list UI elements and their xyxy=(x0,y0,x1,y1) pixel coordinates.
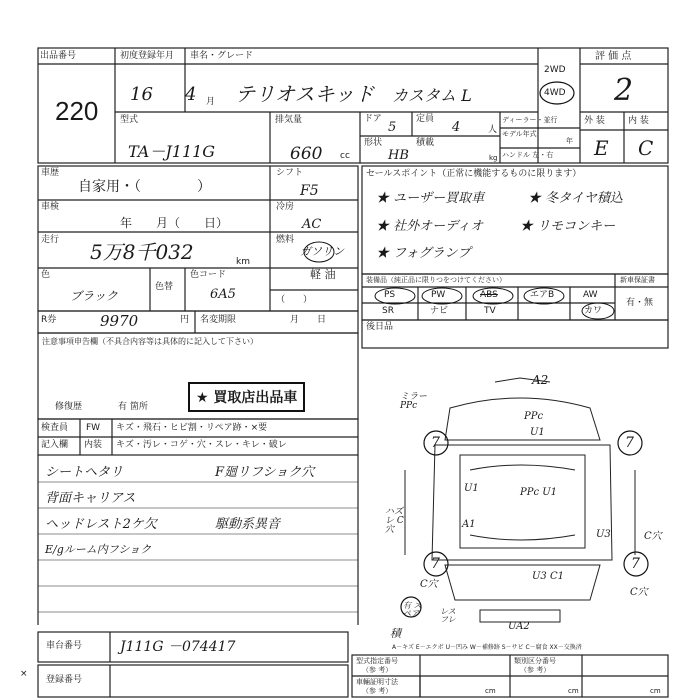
interior-label: 内 装 xyxy=(628,116,649,126)
reg-month-unit: 月 xyxy=(206,97,216,107)
fw-label: FW xyxy=(86,423,101,433)
color-code: 6A5 xyxy=(210,287,236,302)
name-change-label: 名変期限 xyxy=(200,315,237,325)
diagram-mark: C穴 xyxy=(630,587,648,598)
drive-2wd: 2WD xyxy=(544,65,566,75)
sales-point-item: ★ フォグランプ xyxy=(376,246,471,261)
legend-exterior: キズ・飛石・ヒビ割・リペア跡・×要 xyxy=(116,423,268,433)
diagram-mark: C穴 xyxy=(420,579,438,590)
mileage-label: 走行 xyxy=(41,235,60,245)
after-items-label: 後日品 xyxy=(366,322,394,332)
diagram-mark: U3 xyxy=(596,529,611,540)
history: 自家用・（ ） xyxy=(78,179,211,195)
record-label: 記入欄 xyxy=(41,440,69,450)
lot-label: 出品番号 xyxy=(40,51,77,61)
mileage: 5万8千032 xyxy=(90,240,194,264)
history-label: 車歴 xyxy=(41,168,60,178)
displacement: 660 xyxy=(290,144,323,164)
diagram-mark: 7 xyxy=(625,435,634,451)
equip-aw: AW xyxy=(583,290,598,300)
car-diagram xyxy=(405,378,635,622)
fuel-paren: （ ） xyxy=(276,295,313,305)
sales-point-item: ★ 社外オーディオ xyxy=(376,219,484,234)
diagram-mark: レスフレ xyxy=(440,607,456,624)
shape: HB xyxy=(388,148,409,163)
model-year-label: モデル年式 xyxy=(502,130,537,138)
recycle-unit: 円 xyxy=(180,315,190,325)
diagram-mark: PPc U1 xyxy=(520,487,558,498)
inspector-label: 検査員 xyxy=(41,423,69,433)
diagram-mark: A1 xyxy=(462,519,476,530)
repair-history-label: 修復歴 xyxy=(55,402,83,412)
note-line: 背面キャリアス xyxy=(45,491,136,506)
buyer-stamp: ★ 買取店出品車 xyxy=(188,382,305,412)
diagram-mark: U3 C1 xyxy=(532,571,564,582)
diagram-mark: C穴 xyxy=(644,531,662,542)
note-line: シートヘタリ xyxy=(45,465,124,480)
model-designation-sub: （参 考） xyxy=(362,666,393,674)
reg-number-label: 登録番号 xyxy=(46,675,83,685)
disp-label: 排気量 xyxy=(275,115,303,125)
ac-label: 冷房 xyxy=(276,202,295,212)
equip-leather: カワ xyxy=(584,306,603,316)
sales-point-item: ★ リモコンキー xyxy=(520,219,616,234)
fuel-alt: 軽 油 xyxy=(310,268,336,281)
capacity: 4 xyxy=(452,120,461,135)
ac: AC xyxy=(302,217,322,232)
diagram-mark: U1 xyxy=(464,483,479,494)
cm-unit: cm xyxy=(485,687,496,695)
drive-4wd: 4WD xyxy=(544,88,566,98)
car-name: テリオスキッド xyxy=(235,82,375,106)
color-code-label: 色コード xyxy=(190,270,227,280)
mileage-unit: km xyxy=(236,257,250,267)
sales-point-item: ★ ユーザー買取車 xyxy=(376,191,485,206)
cm-unit: cm xyxy=(650,687,661,695)
fuel-label: 燃料 xyxy=(276,235,295,245)
warranty: 有・無 xyxy=(626,298,654,308)
shift: F5 xyxy=(300,183,319,199)
inspection-label: 車検 xyxy=(41,202,60,212)
diagram-mark: ミラーPPc xyxy=(400,392,428,411)
declaration-label: 注意事項申告欄（不具合内容等は具体的に記入して下さい） xyxy=(42,337,258,346)
color-change-label: 色替 xyxy=(155,282,174,292)
load-unit: kg xyxy=(489,154,498,162)
load-label: 積載 xyxy=(416,138,435,148)
door-label: ドア xyxy=(364,114,382,124)
damage-legend: A－キズ E－エクボ U－凹み W－補修跡 S－サビ C－腐食 XX－交換済 xyxy=(392,644,582,651)
legend-interior: キズ・汚レ・コゲ・穴・スレ・キレ・破レ xyxy=(116,440,287,450)
equip-airbag: エアB xyxy=(530,290,555,300)
diagram-mark: UA2 xyxy=(508,621,530,632)
first-reg-label: 初度登録年月 xyxy=(120,51,175,61)
sales-point-item: ★ 冬タイヤ積込 xyxy=(528,191,623,206)
model-label: 型式 xyxy=(120,115,139,125)
interior-row-label: 内装 xyxy=(84,440,103,450)
exterior-label: 外 装 xyxy=(584,116,605,126)
color-label: 色 xyxy=(41,270,51,280)
color: ブラック xyxy=(70,289,118,303)
shape-label: 形状 xyxy=(364,138,383,148)
note-line: ヘッドレスト2ケ欠 xyxy=(45,517,157,532)
equip-sr: SR xyxy=(382,306,394,316)
interior-grade: C xyxy=(638,136,654,160)
disp-unit: cc xyxy=(340,151,350,161)
inspection: 年 月（ 日） xyxy=(120,216,229,230)
category-label: 類別区分番号 xyxy=(514,657,556,665)
dimension-sub: （参 考） xyxy=(362,687,393,695)
chassis-label: 車台番号 xyxy=(46,641,83,651)
name-change: 月 日 xyxy=(290,315,327,325)
note-line: 駆動系異音 xyxy=(215,517,281,532)
year-unit: 年 xyxy=(566,137,573,145)
equip-tv: TV xyxy=(484,306,496,316)
reg-month: 4 xyxy=(185,84,197,105)
recycle-label: R券 xyxy=(41,315,57,325)
diagram-mark: 7 xyxy=(431,435,440,451)
cm-unit: cm xyxy=(568,687,579,695)
fuel: ガソリン xyxy=(300,245,344,258)
diagram-mark: PPc xyxy=(524,411,544,422)
recycle-fee: 9970 xyxy=(100,312,139,330)
lot-number: 220 xyxy=(55,96,99,126)
diagram-mark: ハズレ C穴 xyxy=(385,507,404,535)
score: 2 xyxy=(614,73,634,108)
reg-year: 16 xyxy=(130,84,153,105)
warranty-label: 新車保証書 xyxy=(620,276,655,284)
chassis-number: J111G －074417 xyxy=(120,639,236,655)
diagram-mark: A2 xyxy=(532,373,549,387)
diagram-mark: U1 xyxy=(530,427,545,438)
diagram-mark: 7 xyxy=(631,556,640,572)
repair-history: 有 箇所 xyxy=(118,402,148,412)
car-grade: カスタム L xyxy=(392,86,472,105)
category-sub: （参 考） xyxy=(520,666,551,674)
diagram-mark: 有 スペア xyxy=(403,601,422,618)
capacity-unit: 人 xyxy=(488,125,498,135)
model-designation-label: 型式指定番号 xyxy=(356,657,398,665)
capacity-label: 定員 xyxy=(416,114,435,124)
model: TA－J111G xyxy=(128,142,216,161)
x-mark: × xyxy=(20,669,28,679)
shift-label: シフト xyxy=(276,168,304,178)
exterior-grade: E xyxy=(594,136,609,160)
equip-pw: PW xyxy=(431,290,446,300)
note-line: F廻リフショク穴 xyxy=(215,465,315,480)
sales-point-label: セールスポイント（正常に機能するものに限ります） xyxy=(366,169,582,179)
dealer-label: ディーラー・並行 xyxy=(502,116,558,124)
dimension-label: 車輛証明寸法 xyxy=(356,678,398,686)
diagram-mark: 積 xyxy=(390,627,401,640)
equip-navi: ナビ xyxy=(430,306,449,316)
equip-ps: PS xyxy=(384,290,396,300)
score-label: 評 価 点 xyxy=(595,51,632,62)
equip-abs: ABS xyxy=(480,290,498,300)
equipment-label: 装備品（純正品に限りつをつけてください） xyxy=(366,276,506,284)
note-line: E/gルーム内フショク xyxy=(45,543,152,556)
diagram-mark: 7 xyxy=(431,556,440,572)
doors: 5 xyxy=(388,120,397,135)
car-name-label: 車名・グレード xyxy=(190,51,254,61)
handle-label: ハンドル 左・右 xyxy=(502,151,554,159)
